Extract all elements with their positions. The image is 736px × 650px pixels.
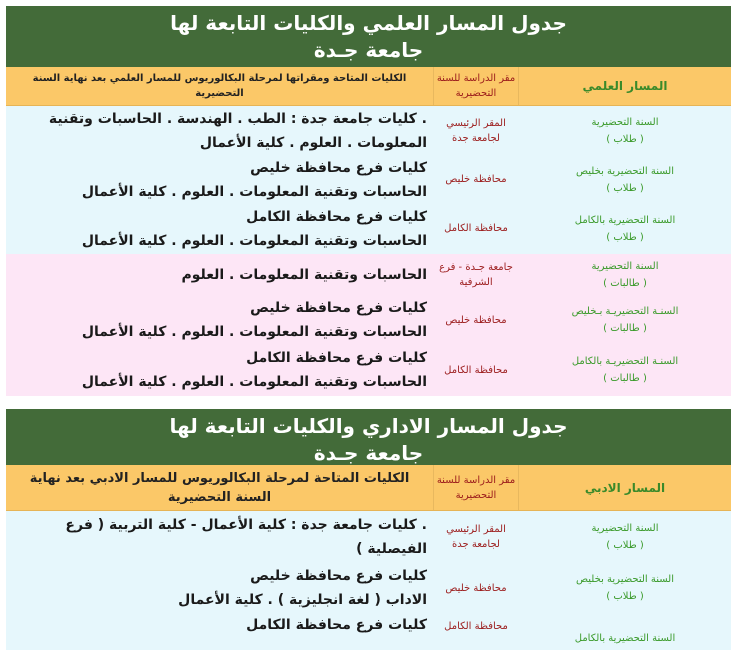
track-name: السنة التحضيرية [591,523,659,534]
gender-label: ( طلاب ) [606,182,644,194]
track-cell [519,296,731,344]
location-cell: محافظة خليص [445,314,507,326]
gender-label: ( طلاب ) [606,134,644,145]
colleges-line: كليات فرع محافظة الكامل [246,350,427,366]
track-cell [519,156,731,203]
colleges-line: كليات فرع محافظة الكامل [246,617,427,633]
colleges-line: كليات فرع محافظة خليص [250,159,427,176]
header-location: مقر الدراسة للسنة التحضيرية [433,465,519,510]
track-cell [519,613,731,650]
header-location: مقر الدراسة للسنة التحضيرية [433,67,519,105]
track-cell [519,511,731,563]
track-name: السنة التحضيرية بالكامل [574,632,676,644]
header-colleges: الكليات المتاحة لمرحلة البكالوريوس للمسار الادبي بعد نهاية السنة التحضيرية [29,470,410,505]
colleges-line: الحاسبات وتقنية المعلومات . العلوم [181,267,427,283]
colleges-cell [6,613,433,650]
table-title [6,409,731,465]
colleges-cell [6,344,433,396]
literary-track-table [6,409,731,650]
colleges-line: كليات فرع محافظة خليص [250,300,427,316]
track-name: السنـة التحضيريـة بـخليص [571,306,679,317]
location-cell: محافظة الكامل [444,621,508,632]
colleges-line: كليات فرع محافظة خليص [250,568,427,584]
location-cell: جامعة جـدة - فرع الشرفية [439,262,513,288]
university-name: جامعة جـدة [313,38,424,62]
track-name: السنة التحضيرية بخليص [576,165,674,177]
colleges-line: الحاسبات وتقنية المعلومات . العلوم . كلية الأعمال [81,232,427,249]
colleges-cell [6,511,433,563]
location-cell: محافظة خليص [445,582,507,594]
colleges-cell [6,563,433,613]
colleges-cell [6,106,433,156]
track-cell [519,254,731,296]
scientific-track-table [6,6,731,396]
colleges-cell [6,156,433,203]
university-name: جامعة جـدة [313,441,424,465]
track-cell [519,563,731,613]
location-cell: المقر الرئيسي لجامعة جدة [446,118,506,144]
colleges-line: . كليات جامعة جدة : الطب . الهندسة . الحاسبات وتقنية [48,111,427,127]
colleges-line: الحاسبات وتقنية المعلومات . العلوم . كلية الأعمال [81,324,427,340]
title-line: جدول المسار العلمي والكليات التابعة لها [170,11,567,35]
location-cell: محافظة الكامل [444,364,508,376]
gender-label: ( طلاب ) [606,591,644,602]
colleges-line: الاداب ( لغة انجليزية ) . كلية الأعمال [178,592,427,608]
table-row [6,563,731,613]
track-name: السنـة التحضيريـة بالكامل [571,356,679,367]
table-title [6,6,731,67]
colleges-cell [6,296,433,344]
track-name: السنة التحضيرية [591,261,659,272]
table-row [6,203,731,254]
title-line: جدول المسار الاداري والكليات التابعة لها [169,414,568,438]
colleges-line: الحاسبات وتقنية المعلومات . العلوم . كلية الأعمال [81,374,427,390]
table-row [6,296,731,344]
track-name: السنة التحضيرية [591,117,659,128]
table-header [6,465,731,511]
colleges-line: . كليات جامعة جدة : كلية الأعمال - كلية التربية ( فرع الفيصلية ) [65,517,427,557]
gender-label: ( طالبات ) [603,373,647,384]
track-cell [519,203,731,254]
location-cell: محافظة خليص [445,174,507,185]
colleges-line: كليات فرع محافظة الكامل [246,208,427,225]
gender-label: ( طالبات ) [603,323,647,334]
track-cell [519,106,731,156]
table-row [6,613,731,650]
colleges-line: المعلومات . العلوم . كلية الأعمال [199,135,427,151]
table-row [6,156,731,203]
table-row [6,254,731,296]
table-row [6,344,731,396]
track-cell [519,344,731,396]
track-name: السنة التحضيرية بالكامل [574,214,676,226]
gender-label: ( طالبات ) [603,278,647,289]
gender-label: ( طلاب ) [606,540,644,551]
location-cell: محافظة الكامل [444,223,508,234]
colleges-cell [6,254,433,296]
table-row [6,106,731,156]
table-header [6,67,731,106]
header-track: المسار العلمي [582,79,668,93]
table-row [6,511,731,563]
gender-label: ( طلاب ) [606,231,644,243]
track-name: السنة التحضيرية بخليص [576,574,674,585]
header-track: المسار الادبي [584,480,666,495]
header-colleges: الكليات المتاحة ومقراتها لمرحلة البكالوريوس للمسار العلمي بعد نهاية السنة التحضيرية [32,73,407,99]
location-cell: المقر الرئيسي لجامعة جدة [446,524,506,550]
colleges-cell [6,203,433,254]
colleges-line: الحاسبات وتقنية المعلومات . العلوم . كلية الأعمال [81,183,427,200]
